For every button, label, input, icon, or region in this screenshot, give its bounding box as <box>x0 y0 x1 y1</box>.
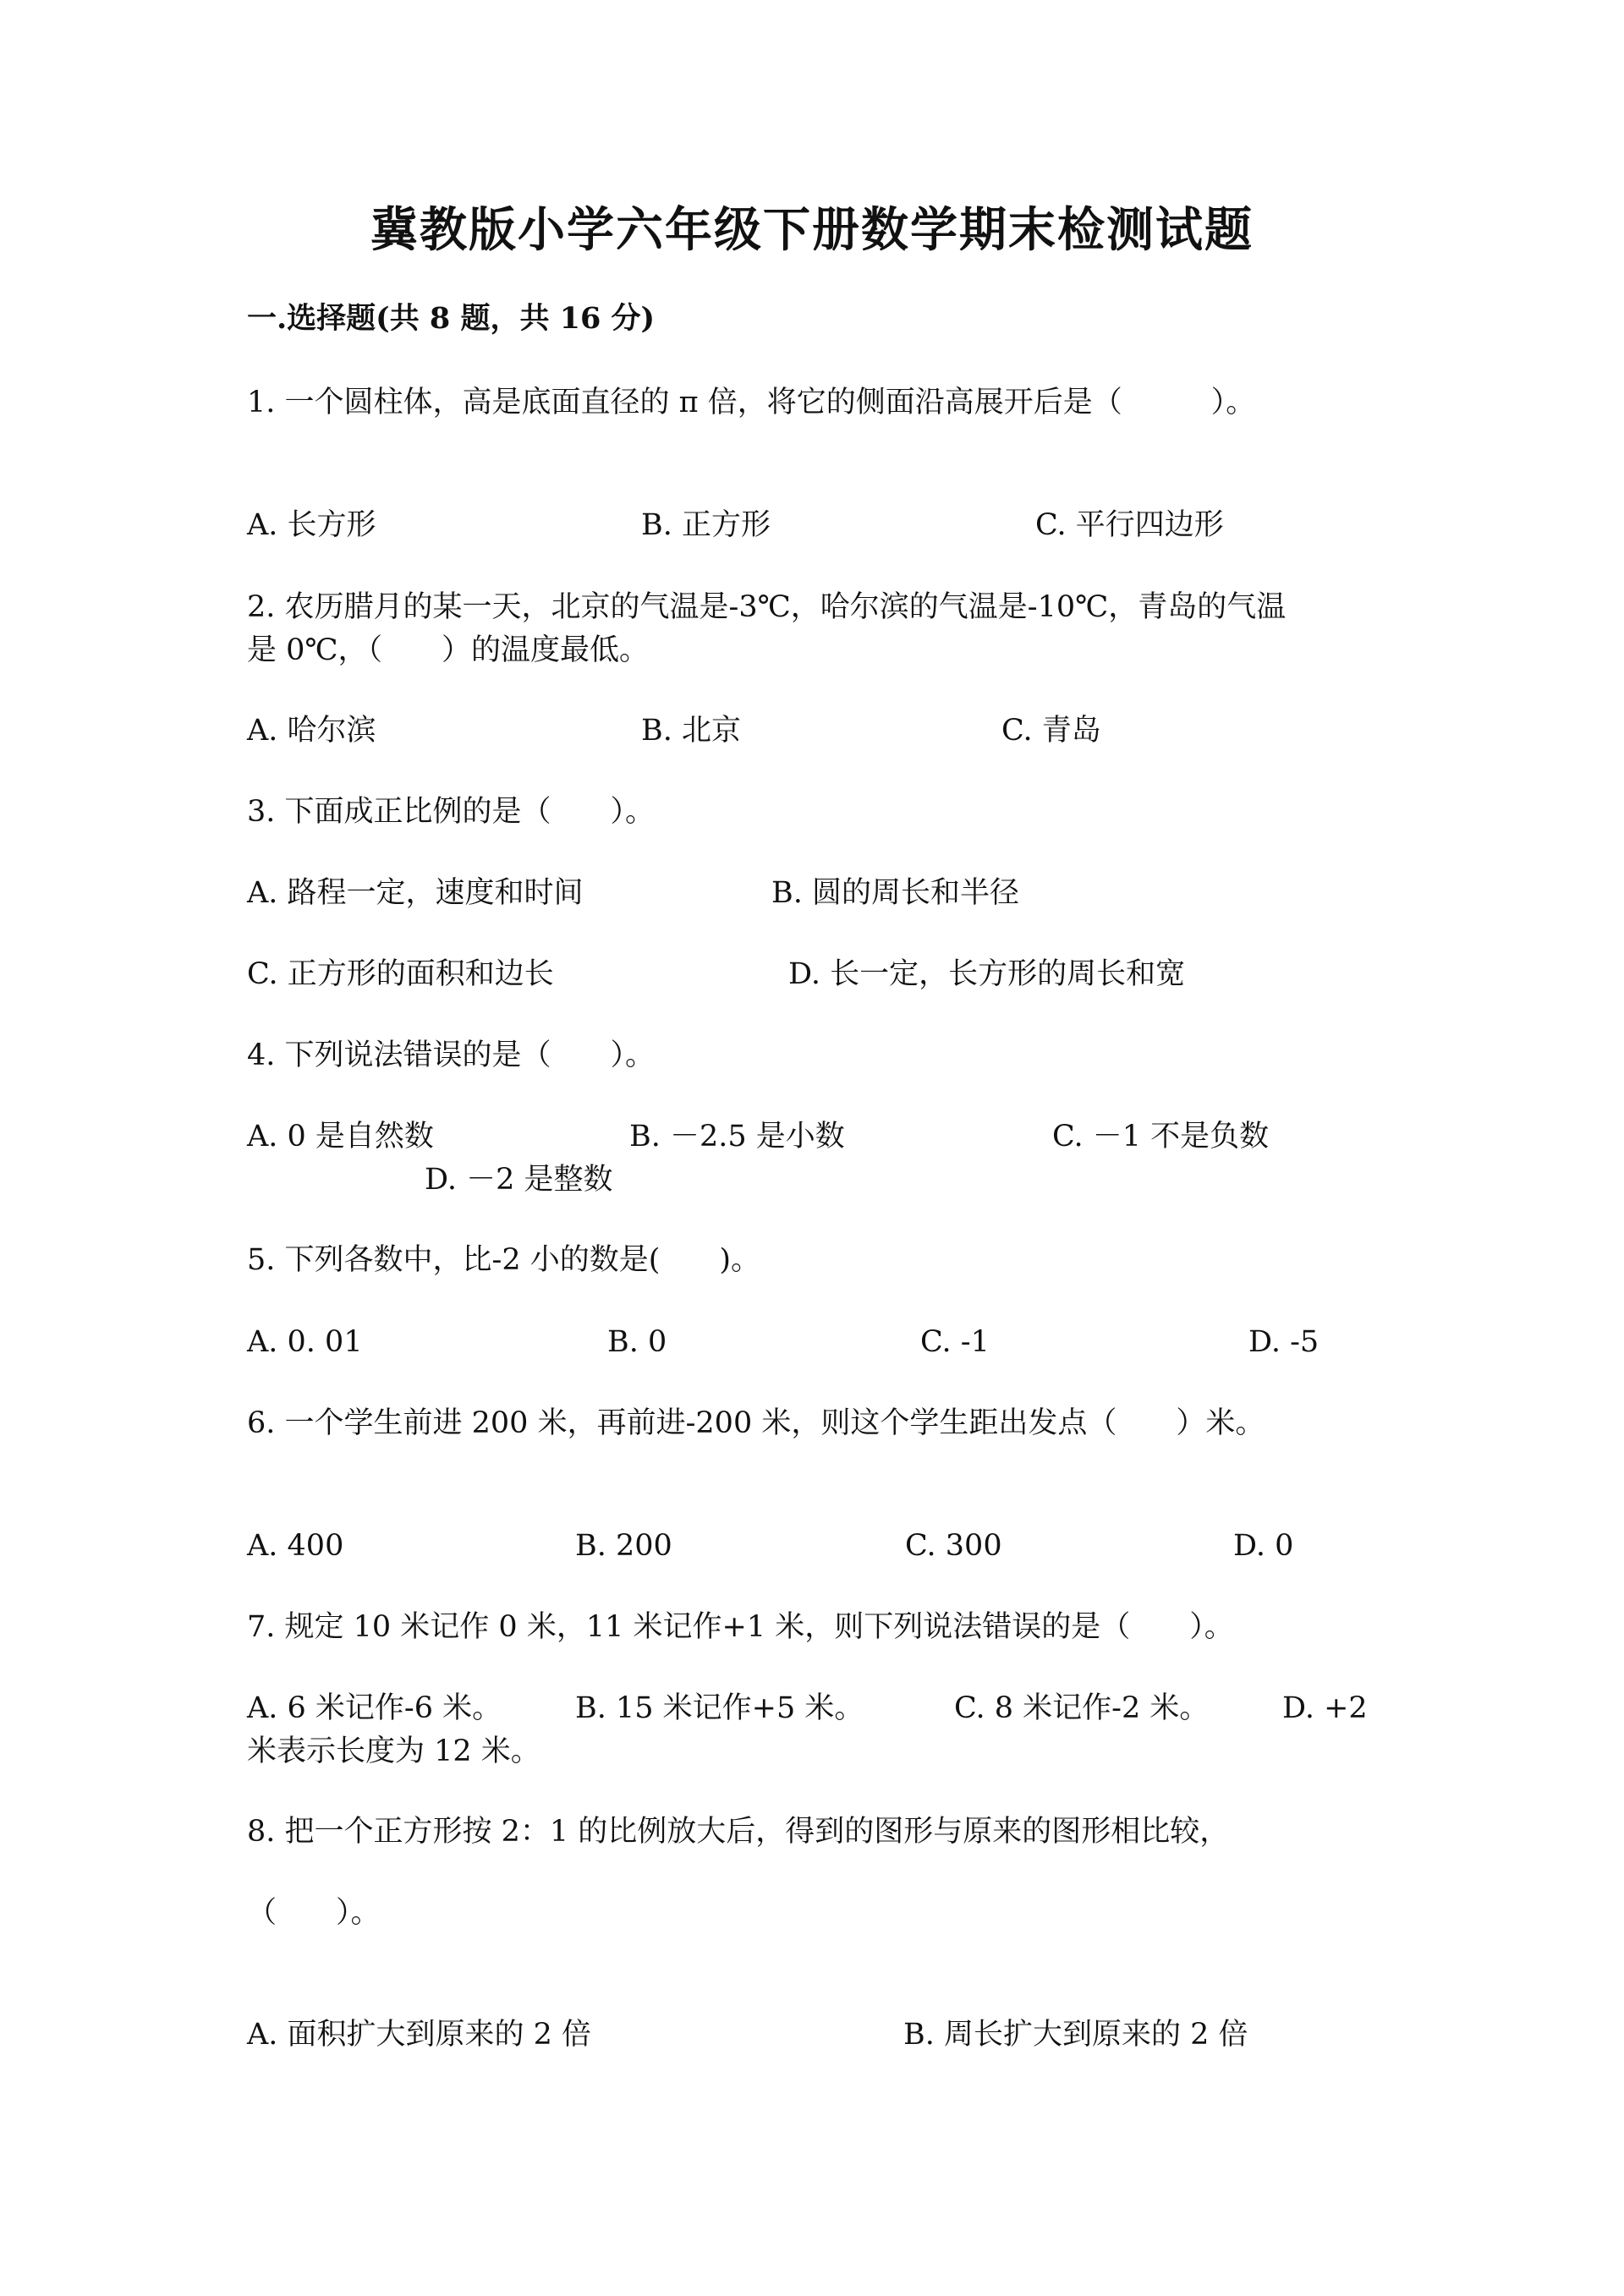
section-heading: 一.选择题(共 8 题，共 16 分) <box>247 301 656 336</box>
question-4-option-d: D. －2 是整数 <box>425 1163 613 1197</box>
question-1-option-b: B. 正方形 <box>641 508 771 542</box>
question-2-option-b: B. 北京 <box>641 714 741 748</box>
question-4-stem: 4. 下列说法错误的是（ ）。 <box>247 1038 656 1072</box>
question-3-stem: 3. 下面成正比例的是（ ）。 <box>247 795 656 829</box>
question-5-option-d: D. -5 <box>1248 1325 1320 1359</box>
question-8-answer-blank: （ ）。 <box>247 1896 381 1930</box>
question-1-option-a: A. 长方形 <box>247 508 376 542</box>
question-3-option-b: B. 圆的周长和半径 <box>771 876 1019 910</box>
question-5-option-b: B. 0 <box>607 1325 667 1359</box>
question-7-option-a: A. 6 米记作-6 米。 <box>247 1691 502 1725</box>
question-6-option-a: A. 400 <box>247 1529 344 1563</box>
question-2-stem-line-2: 是 0℃，（ ）的温度最低。 <box>247 633 650 667</box>
question-7-option-d: D. +2 <box>1282 1691 1368 1725</box>
question-4-option-a: A. 0 是自然数 <box>247 1120 434 1153</box>
question-1-stem: 1. 一个圆柱体，高是底面直径的 π 倍，将它的侧面沿高展开后是（ ）。 <box>247 386 1256 419</box>
question-3-option-d: D. 长一定，长方形的周长和宽 <box>788 957 1186 991</box>
question-8-option-a: A. 面积扩大到原来的 2 倍 <box>247 2018 592 2052</box>
question-6-option-c: C. 300 <box>905 1529 1002 1563</box>
question-2-stem-line-1: 2. 农历腊月的某一天，北京的气温是-3℃，哈尔滨的气温是-10℃，青岛的气温 <box>247 590 1287 624</box>
question-7-option-c: C. 8 米记作-2 米。 <box>954 1691 1210 1725</box>
question-3-option-a: A. 路程一定，速度和时间 <box>247 876 584 910</box>
question-6-option-b: B. 200 <box>575 1529 672 1563</box>
question-8-stem: 8. 把一个正方形按 2：1 的比例放大后，得到的图形与原来的图形相比较， <box>247 1815 1230 1849</box>
question-6-stem: 6. 一个学生前进 200 米，再前进-200 米，则这个学生距出发点（ ）米。 <box>247 1406 1265 1440</box>
question-2-option-a: A. 哈尔滨 <box>247 714 376 748</box>
question-5-stem: 5. 下列各数中，比-2 小的数是( )。 <box>247 1243 761 1277</box>
question-2-option-c: C. 青岛 <box>1001 714 1101 748</box>
question-6-option-d: D. 0 <box>1233 1529 1294 1563</box>
question-5-option-c: C. -1 <box>920 1325 990 1359</box>
question-5-option-a: A. 0. 01 <box>247 1325 363 1359</box>
question-7-option-d-continued: 米表示长度为 12 米。 <box>247 1734 540 1768</box>
question-7-stem: 7. 规定 10 米记作 0 米，11 米记作+1 米，则下列说法错误的是（ ）。 <box>247 1610 1234 1644</box>
page-title: 冀教版小学六年级下册数学期末检测试题 <box>370 202 1254 258</box>
question-4-option-c: C. －1 不是负数 <box>1052 1120 1270 1153</box>
question-1-option-c: C. 平行四边形 <box>1035 508 1224 542</box>
question-4-option-b: B. －2.5 是小数 <box>629 1120 845 1153</box>
question-7-option-b: B. 15 米记作+5 米。 <box>575 1691 864 1725</box>
question-3-option-c: C. 正方形的面积和边长 <box>247 957 554 991</box>
question-8-option-b: B. 周长扩大到原来的 2 倍 <box>903 2018 1248 2052</box>
